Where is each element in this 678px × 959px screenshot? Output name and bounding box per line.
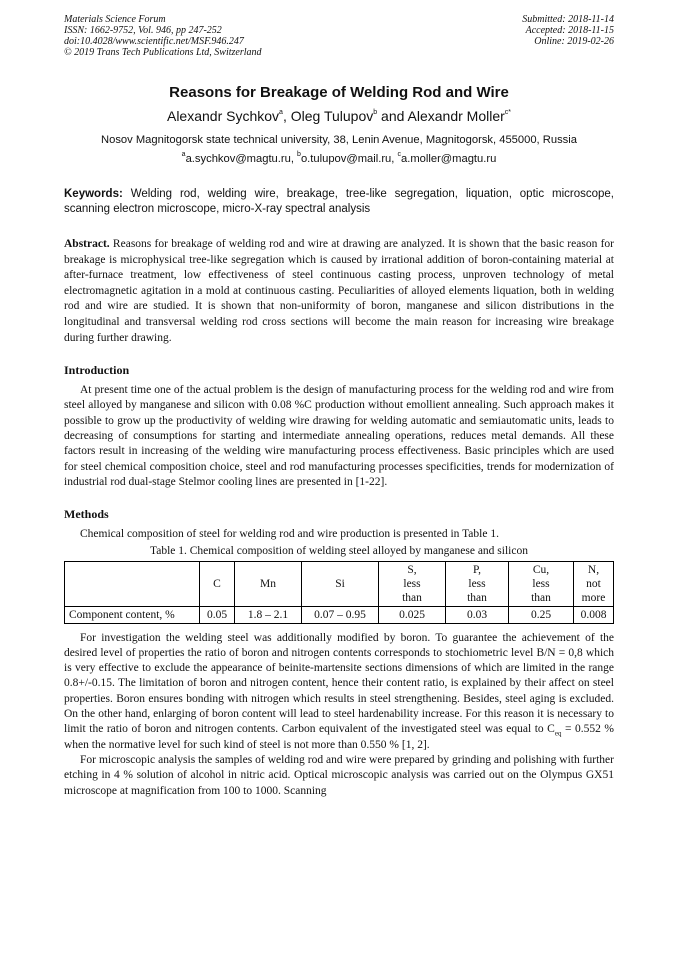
author-emails <box>64 153 614 165</box>
table-header-row <box>65 561 614 606</box>
author-name: Oleg Tulupov <box>290 108 374 124</box>
journal-issn: ISSN: 1662-9752, Vol. 946, pp 247-252 <box>64 25 222 36</box>
email-mark: b <box>297 151 301 159</box>
keywords-label: Keywords: <box>64 188 123 200</box>
keywords-text: Welding rod, welding wire, breakage, tree-like segregation, liquation, optic microscope, scanning electron microscope, micro-X-ray spectral analysis <box>64 188 614 215</box>
date-submitted: Submitted: 2018-11-14 <box>522 14 614 25</box>
author-list <box>64 108 614 124</box>
journal-name: Materials Science Forum <box>64 14 166 25</box>
author-separator: and <box>377 108 408 124</box>
email-separator: , <box>290 153 298 165</box>
table-cell: 0.03 <box>446 606 509 623</box>
author-name: Alexandr Sychkov <box>166 108 280 124</box>
methods-heading: Methods <box>64 507 109 522</box>
methods-paragraph-boron: For investigation the welding steel was additionally modified by boron. To guarantee the achievement of the desired level of properties the ratio of boron and nitrogen contents corresponds to stochiometric level B/N = 0,8 which is very effective to exclude the appearance of beinite-martensite sections dimensions of which are limited in the range 0.8+/-0.15. The limitation of boron and nitrogen content, hence their content ratio, is explained by their affect on steel properties. Boron ensures bonding with nitrogen which results in steel strengthening. Besides, steel aging is excluded. On the other hand, enlarging of boron content will lead to steel hardenability increase. For this reason it is necessary to limit the ratio of boron and nitrogen contents. Carbon equivalent of the investigated steel was equal to $C_{eq} = 0.552$ % when the normative level for such kind of steel is not more than 0.550 % [1, 2]. <box>64 631 614 751</box>
table-cell: 0.05 <box>200 606 235 623</box>
journal-copyright: © 2019 Trans Tech Publications Ltd, Switzerland <box>64 47 262 58</box>
table-cell: 0.07 – 0.95 <box>302 606 379 623</box>
journal-doi: doi:10.4028/www.scientific.net/MSF.946.247 <box>64 36 244 47</box>
email-separator: , <box>391 153 398 165</box>
table-row <box>65 606 614 623</box>
introduction-paragraph: At present time one of the actual problem is the design of manufacturing process for the welding rod and wire from steel alloyed by manganese and silicon with 0.08 %C production without emollient annealing. Such approach makes it possible to grow up the productivity of welding wire drawing for welding automatic and semiautomatic units, leads to decreasing of consumptions for starting and intermediate annealing operations, reduces metal demands. All these factors result in increasing of the welding wire manufacturing process effectiveness. Basic principles which are used for steel chemical composition choice, steel and rod manufacturing processes specificities, trends for modernization of industrial rod dual-stage Stelmor cooling lines are presented in [1-22]. <box>64 384 614 488</box>
journal-info <box>64 14 262 58</box>
table-header-cell: C <box>200 561 235 606</box>
carbon-equivalent-subscript: eq <box>554 729 562 738</box>
table-header-cell: Si <box>302 561 379 606</box>
date-online: Online: 2019-02-26 <box>534 36 614 47</box>
keywords-block <box>64 187 614 217</box>
email-mark: c <box>397 151 402 159</box>
publication-dates <box>522 14 614 47</box>
table-corner-cell <box>65 561 200 606</box>
table-header-cell: Cu, less than <box>509 561 574 606</box>
abstract-text: Reasons for breakage of welding rod and wire at drawing are analyzed. It is shown that the basic reason for breakage is microphysical tree-like segregation which is caused by irrational addition of boron-containing material at after-furnace treatment, low effectiveness of steel continuous casting process, unproven technology of metal electromagnetic agitation in a mold at continuous casting. Peculiarities of alloyed elements liquation, both in welding rod and wire are studied. It is shown that non-uniformity of boron, manganese and silicon distributions in the longitudinal and transversal welding rod cross sections will become the main reason for increasing wire breakage during further drawing. <box>64 238 614 344</box>
table-caption: Table 1. Chemical composition of welding steel alloyed by manganese and silicon <box>150 544 528 557</box>
author-affil-mark: b <box>373 109 378 117</box>
author-affil-mark: a <box>279 109 283 117</box>
methods-intro-paragraph: Chemical composition of steel for welding rod and wire production is presented in Table 1. <box>80 528 499 541</box>
composition-table <box>64 561 614 624</box>
author-affil-mark: c* <box>504 109 512 117</box>
abstract-label: Abstract. <box>64 238 110 250</box>
methods-paragraph-microscopy: For microscopic analysis the samples of welding rod and wire were prepared by grinding and polishing with further etching in 4 % solution of alcohol in nitric acid. Optical microscopic analysis was carried out on the Olympus GX51 microscope at magnification from 100 to 1000. Scanning <box>64 753 614 797</box>
table-cell: 0.25 <box>509 606 574 623</box>
email-address: a.sychkov@magtu.ru <box>185 153 291 165</box>
email-address: o.tulupov@mail.ru <box>300 153 392 165</box>
email-mark: a <box>181 151 186 159</box>
author-name: Alexandr Moller <box>407 108 505 124</box>
introduction-heading: Introduction <box>64 363 130 378</box>
abstract-block <box>64 237 614 346</box>
table-cell: 1.8 – 2.1 <box>235 606 302 623</box>
table-header-cell: S, less than <box>379 561 446 606</box>
table-header-cell: N, not more <box>574 561 614 606</box>
table-header-cell: P, less than <box>446 561 509 606</box>
author-separator: , <box>282 108 291 124</box>
paper-title: Reasons for Breakage of Welding Rod and Wire <box>169 84 509 101</box>
paper-page <box>64 14 614 799</box>
table-cell: 0.025 <box>379 606 446 623</box>
journal-header <box>64 14 614 64</box>
table-row-label: Component content, % <box>65 606 200 623</box>
email-address: a.moller@magtu.ru <box>401 153 497 165</box>
table-cell: 0.008 <box>574 606 614 623</box>
date-accepted: Accepted: 2018-11-15 <box>525 25 614 36</box>
table-header-cell: Mn <box>235 561 302 606</box>
affiliation: Nosov Magnitogorsk state technical university, 38, Lenin Avenue, Magnitogorsk, 455000, Russia <box>101 134 577 146</box>
